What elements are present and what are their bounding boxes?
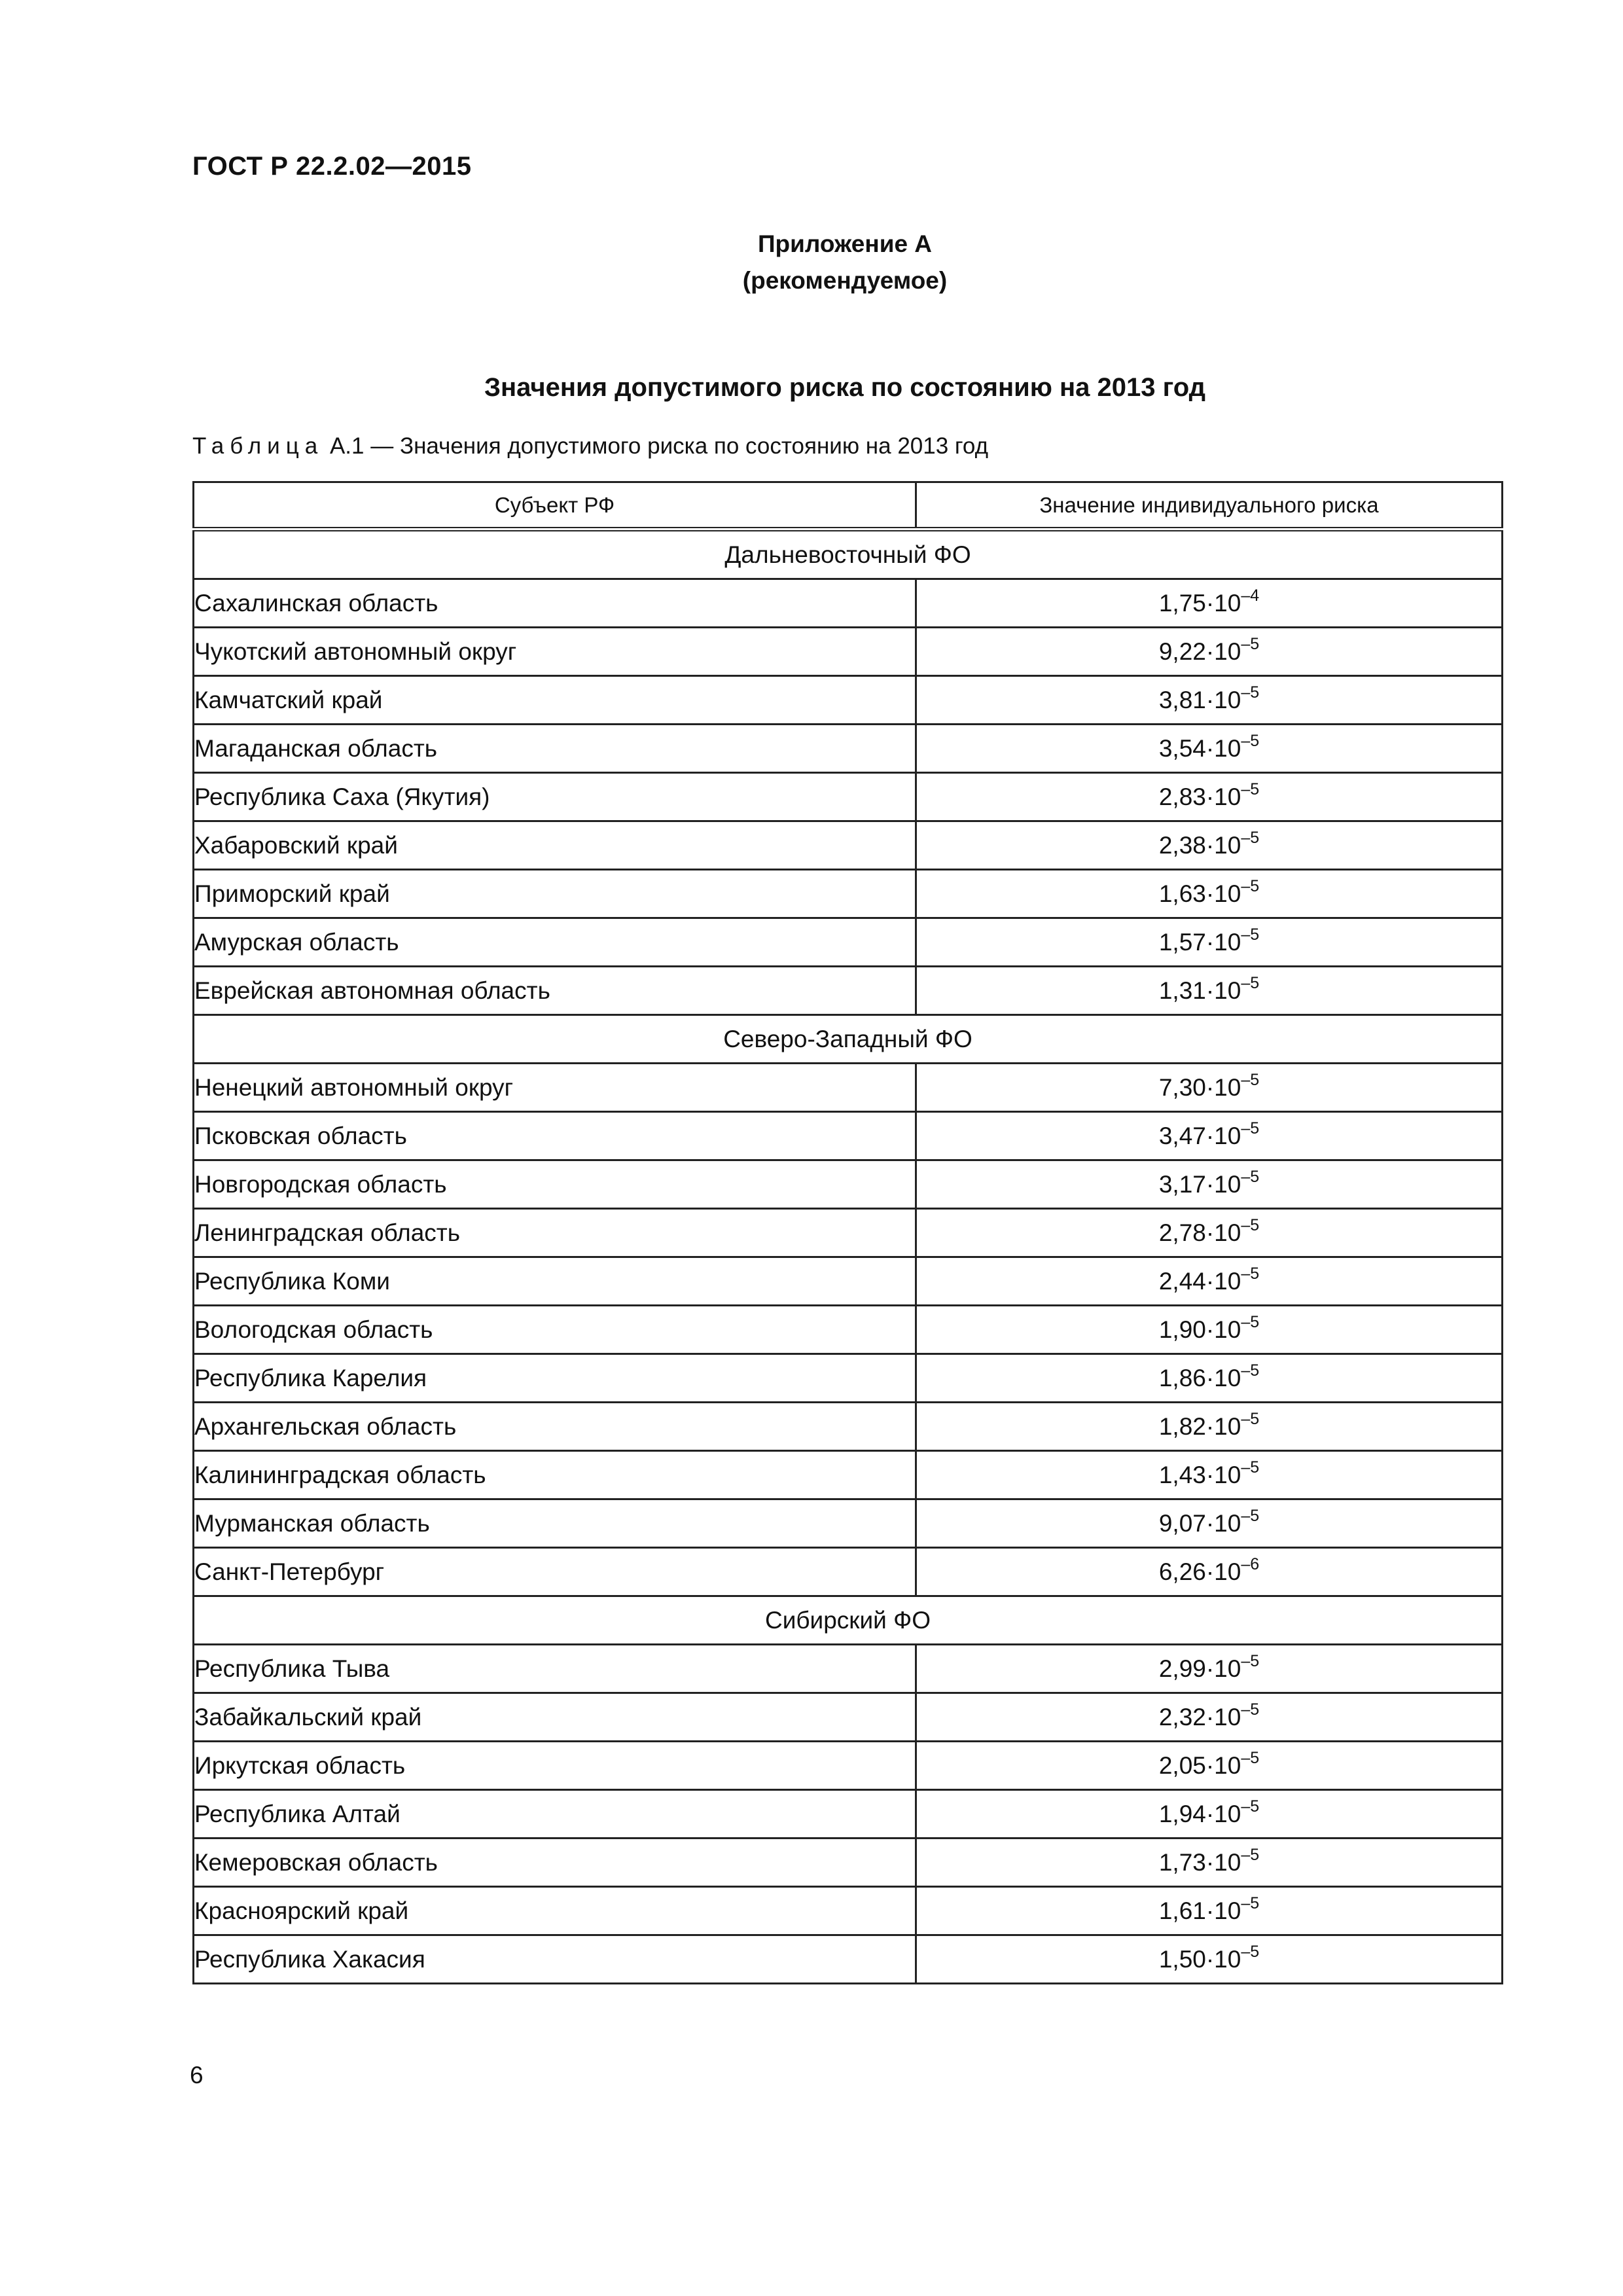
risk-base: ·10	[1205, 1848, 1241, 1876]
risk-base: ·10	[1205, 637, 1241, 665]
subject-name: Амурская область	[194, 918, 916, 967]
risk-base: ·10	[1205, 686, 1241, 713]
risk-base: ·10	[1205, 1751, 1241, 1779]
federal-district-label: Северо-Западный ФО	[194, 1015, 1503, 1064]
risk-base: ·10	[1205, 1703, 1241, 1731]
table-row	[194, 773, 1503, 821]
table-caption-text: А.1 — Значения допустимого риска по состоянию на 2013 год	[323, 433, 989, 459]
risk-mantissa: 6,26	[1158, 1558, 1206, 1585]
risk-base: ·10	[1205, 1800, 1241, 1827]
risk-base: ·10	[1205, 1461, 1241, 1488]
risk-base: ·10	[1205, 1073, 1241, 1101]
subject-name: Хабаровский край	[194, 821, 916, 870]
table-row	[194, 967, 1503, 1015]
risk-exponent: –5	[1241, 1312, 1260, 1331]
risk-value	[916, 1935, 1503, 1984]
risk-exponent: –5	[1241, 1167, 1260, 1186]
risk-exponent: –5	[1241, 683, 1260, 702]
subject-name: Сахалинская область	[194, 579, 916, 628]
table-row	[194, 821, 1503, 870]
risk-mantissa: 3,47	[1158, 1122, 1206, 1149]
risk-mantissa: 1,50	[1158, 1945, 1206, 1973]
risk-base: ·10	[1205, 1267, 1241, 1295]
table-row	[194, 1887, 1503, 1935]
risk-value	[916, 821, 1503, 870]
table-row	[194, 1354, 1503, 1403]
risk-exponent: –5	[1241, 1942, 1260, 1961]
table-row	[194, 1451, 1503, 1499]
risk-base: ·10	[1205, 1509, 1241, 1537]
risk-value	[916, 1112, 1503, 1160]
subject-name: Новгородская область	[194, 1160, 916, 1209]
table-row	[194, 1790, 1503, 1839]
annex-title: Приложение А	[757, 230, 933, 257]
risk-mantissa: 1,43	[1158, 1461, 1206, 1488]
table-row	[194, 1064, 1503, 1112]
risk-value	[916, 1160, 1503, 1209]
risk-base: ·10	[1205, 734, 1241, 762]
risk-value	[916, 579, 1503, 628]
risk-value	[916, 1257, 1503, 1306]
subject-name: Чукотский автономный округ	[194, 628, 916, 676]
subject-name: Республика Коми	[194, 1257, 916, 1306]
risk-exponent: –5	[1241, 1119, 1260, 1138]
risk-base: ·10	[1205, 928, 1241, 956]
risk-value	[916, 1403, 1503, 1451]
risk-exponent: –4	[1241, 586, 1260, 605]
risk-value	[916, 1548, 1503, 1596]
subject-name: Республика Тыва	[194, 1645, 916, 1693]
risk-base: ·10	[1205, 1219, 1241, 1246]
risk-value	[916, 1742, 1503, 1790]
risk-exponent: –5	[1241, 1845, 1260, 1864]
risk-value	[916, 1645, 1503, 1693]
risk-base: ·10	[1205, 1655, 1241, 1682]
subject-name: Республика Карелия	[194, 1354, 916, 1403]
risk-mantissa: 7,30	[1158, 1073, 1206, 1101]
table-row	[194, 1257, 1503, 1306]
risk-mantissa: 1,57	[1158, 928, 1206, 956]
risk-table-body	[194, 529, 1503, 1984]
table-row	[194, 1306, 1503, 1354]
risk-value	[916, 628, 1503, 676]
risk-exponent: –5	[1241, 973, 1260, 992]
risk-mantissa: 2,44	[1158, 1267, 1206, 1295]
table-row	[194, 1160, 1503, 1209]
subject-name: Калининградская область	[194, 1451, 916, 1499]
table-row	[194, 676, 1503, 725]
risk-mantissa: 1,90	[1158, 1316, 1206, 1343]
risk-base: ·10	[1205, 589, 1241, 617]
risk-value	[916, 967, 1503, 1015]
risk-mantissa: 1,82	[1158, 1412, 1206, 1440]
table-caption	[192, 433, 988, 459]
subject-name: Вологодская область	[194, 1306, 916, 1354]
risk-exponent: –5	[1241, 1070, 1260, 1089]
annex-heading	[0, 226, 1623, 299]
risk-mantissa: 2,05	[1158, 1751, 1206, 1779]
risk-base: ·10	[1205, 1897, 1241, 1924]
risk-exponent: –5	[1241, 925, 1260, 944]
risk-value	[916, 1887, 1503, 1935]
risk-mantissa: 1,61	[1158, 1897, 1206, 1924]
risk-value	[916, 1839, 1503, 1887]
risk-value	[916, 1354, 1503, 1403]
table-caption-word: Таблица	[192, 433, 324, 459]
table-row	[194, 1742, 1503, 1790]
risk-value	[916, 676, 1503, 725]
risk-base: ·10	[1205, 1122, 1241, 1149]
risk-exponent: –5	[1241, 1893, 1260, 1912]
risk-mantissa: 9,22	[1158, 637, 1206, 665]
risk-value	[916, 1693, 1503, 1742]
subject-name: Мурманская область	[194, 1499, 916, 1548]
risk-exponent: –6	[1241, 1554, 1260, 1573]
risk-base: ·10	[1205, 1558, 1241, 1585]
section-title: Значения допустимого риска по состоянию на 2013 год	[484, 373, 1206, 402]
risk-value	[916, 1499, 1503, 1548]
risk-value	[916, 870, 1503, 918]
risk-exponent: –5	[1241, 1506, 1260, 1525]
risk-mantissa: 2,83	[1158, 783, 1206, 810]
risk-mantissa: 1,75	[1158, 589, 1206, 617]
column-header-subject: Субъект РФ	[194, 482, 916, 529]
subject-name: Камчатский край	[194, 676, 916, 725]
annex-status: (рекомендуемое)	[742, 267, 948, 294]
subject-name: Архангельская область	[194, 1403, 916, 1451]
subject-name: Псковская область	[194, 1112, 916, 1160]
risk-exponent: –5	[1241, 1748, 1260, 1767]
risk-table	[192, 481, 1503, 1984]
risk-mantissa: 2,78	[1158, 1219, 1206, 1246]
table-row	[194, 870, 1503, 918]
risk-mantissa: 2,38	[1158, 831, 1206, 859]
risk-base: ·10	[1205, 1170, 1241, 1198]
risk-exponent: –5	[1241, 1797, 1260, 1816]
risk-exponent: –5	[1241, 731, 1260, 750]
column-header-risk-value: Значение индивидуального риска	[916, 482, 1503, 529]
federal-district-label: Дальневосточный ФО	[194, 529, 1503, 579]
page-number: 6	[190, 2062, 204, 2089]
risk-exponent: –5	[1241, 634, 1260, 653]
table-row	[194, 1693, 1503, 1742]
subject-name: Красноярский край	[194, 1887, 916, 1935]
table-row	[194, 1645, 1503, 1693]
risk-mantissa: 3,17	[1158, 1170, 1206, 1198]
subject-name: Забайкальский край	[194, 1693, 916, 1742]
subject-name: Санкт-Петербург	[194, 1548, 916, 1596]
risk-exponent: –5	[1241, 1700, 1260, 1719]
subject-name: Республика Алтай	[194, 1790, 916, 1839]
risk-value	[916, 773, 1503, 821]
risk-exponent: –5	[1241, 1651, 1260, 1670]
risk-value	[916, 1790, 1503, 1839]
risk-value	[916, 725, 1503, 773]
risk-value	[916, 1451, 1503, 1499]
subject-name: Иркутская область	[194, 1742, 916, 1790]
table-row	[194, 1209, 1503, 1257]
risk-exponent: –5	[1241, 1215, 1260, 1234]
risk-base: ·10	[1205, 1316, 1241, 1343]
table-row	[194, 918, 1503, 967]
risk-exponent: –5	[1241, 1361, 1260, 1380]
risk-value	[916, 1064, 1503, 1112]
risk-mantissa: 1,73	[1158, 1848, 1206, 1876]
risk-mantissa: 2,32	[1158, 1703, 1206, 1731]
table-row	[194, 1935, 1503, 1984]
table-row	[194, 725, 1503, 773]
risk-base: ·10	[1205, 1412, 1241, 1440]
risk-exponent: –5	[1241, 1264, 1260, 1283]
table-header-row	[194, 482, 1503, 529]
risk-base: ·10	[1205, 1945, 1241, 1973]
risk-exponent: –5	[1241, 1458, 1260, 1477]
risk-mantissa: 1,63	[1158, 880, 1206, 907]
risk-mantissa: 2,99	[1158, 1655, 1206, 1682]
subject-name: Ленинградская область	[194, 1209, 916, 1257]
subject-name: Ненецкий автономный округ	[194, 1064, 916, 1112]
risk-base: ·10	[1205, 880, 1241, 907]
risk-base: ·10	[1205, 1364, 1241, 1391]
table-row	[194, 1839, 1503, 1887]
subject-name: Приморский край	[194, 870, 916, 918]
risk-mantissa: 1,31	[1158, 977, 1206, 1004]
group-row	[194, 1015, 1503, 1064]
risk-exponent: –5	[1241, 780, 1260, 798]
risk-exponent: –5	[1241, 1409, 1260, 1428]
risk-value	[916, 1306, 1503, 1354]
risk-exponent: –5	[1241, 828, 1260, 847]
risk-value	[916, 918, 1503, 967]
subject-name: Республика Саха (Якутия)	[194, 773, 916, 821]
subject-name: Республика Хакасия	[194, 1935, 916, 1984]
risk-mantissa: 9,07	[1158, 1509, 1206, 1537]
table-row	[194, 1403, 1503, 1451]
subject-name: Магаданская область	[194, 725, 916, 773]
federal-district-label: Сибирский ФО	[194, 1596, 1503, 1645]
table-row	[194, 1499, 1503, 1548]
risk-mantissa: 3,54	[1158, 734, 1206, 762]
risk-mantissa: 3,81	[1158, 686, 1206, 713]
risk-base: ·10	[1205, 831, 1241, 859]
group-row	[194, 1596, 1503, 1645]
risk-exponent: –5	[1241, 876, 1260, 895]
table-row	[194, 628, 1503, 676]
risk-value	[916, 1209, 1503, 1257]
group-row	[194, 529, 1503, 579]
risk-base: ·10	[1205, 977, 1241, 1004]
table-row	[194, 579, 1503, 628]
risk-base: ·10	[1205, 783, 1241, 810]
table-row	[194, 1112, 1503, 1160]
document-code: ГОСТ Р 22.2.02—2015	[192, 152, 472, 181]
table-row	[194, 1548, 1503, 1596]
subject-name: Кемеровская область	[194, 1839, 916, 1887]
subject-name: Еврейская автономная область	[194, 967, 916, 1015]
risk-mantissa: 1,94	[1158, 1800, 1206, 1827]
risk-mantissa: 1,86	[1158, 1364, 1206, 1391]
